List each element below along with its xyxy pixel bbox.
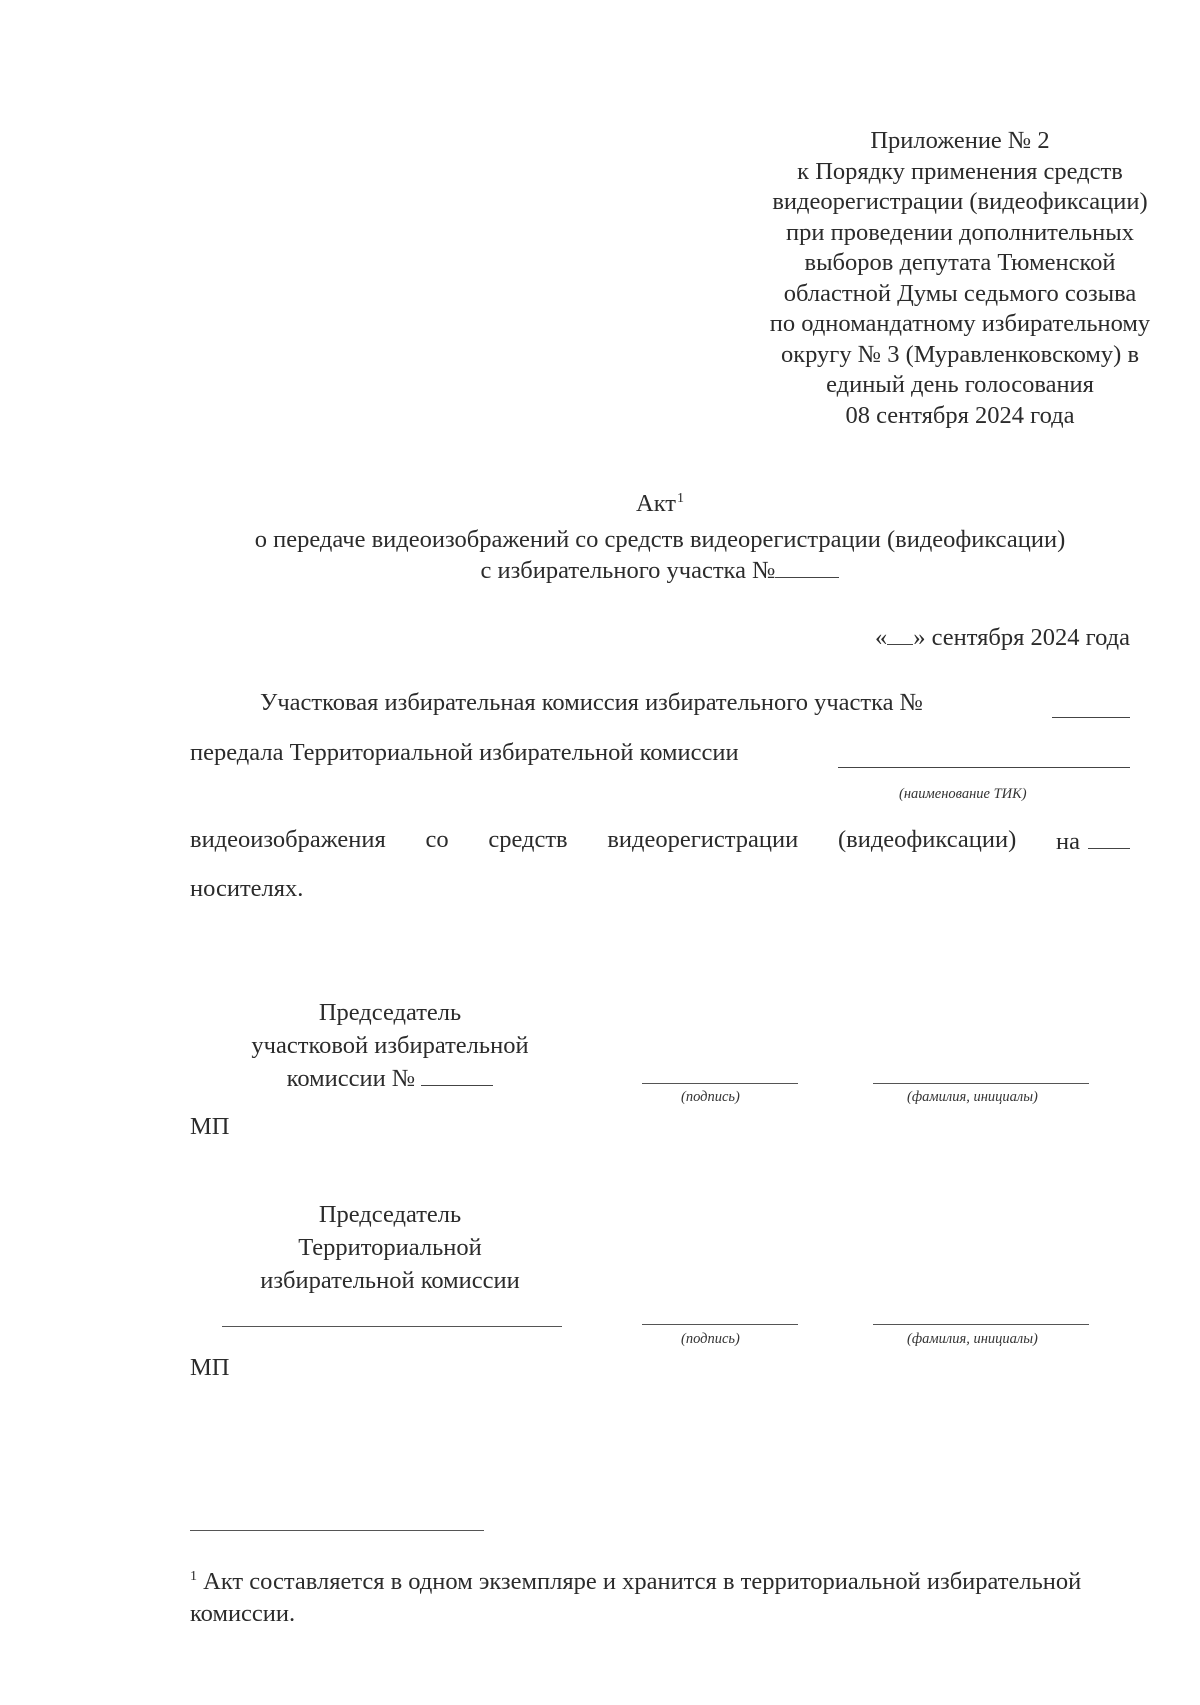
appendix-line: к Порядку применения средств bbox=[797, 157, 1123, 185]
precinct-chair-name-line bbox=[873, 1083, 1089, 1084]
signature-caption: (подпись) bbox=[681, 1331, 740, 1347]
body-line-3 bbox=[190, 826, 1130, 856]
tik-chair-title: Председатель bbox=[318, 1201, 462, 1228]
precinct-chair-signature-line bbox=[642, 1083, 798, 1084]
precinct-chair-title: Председатель bbox=[318, 999, 462, 1026]
act-subtitle-line-2 bbox=[190, 555, 1130, 586]
footnote-text: Акт составляется в одном экземпляре и хранится в территориальной избирательной комиссии. bbox=[190, 1568, 1082, 1627]
body-line-4: носителях. bbox=[190, 875, 304, 902]
precinct-commission-text: Участковая избирательная комиссия избирательного участка № bbox=[260, 689, 924, 716]
appendix-line: единый день голосования bbox=[826, 371, 1094, 398]
act-title bbox=[0, 484, 1200, 519]
precinct-chair-title: комиссии № bbox=[286, 1065, 416, 1092]
signature-caption: (подпись) bbox=[681, 1089, 740, 1105]
tik-chair-block bbox=[190, 1198, 590, 1297]
date-open-quote: « bbox=[875, 624, 888, 651]
day-blank bbox=[887, 622, 913, 645]
appendix-line: 08 сентября 2024 года bbox=[845, 401, 1075, 429]
appendix-line: областной Думы седьмого созыва bbox=[783, 279, 1137, 307]
appendix-line: при проведении дополнительных bbox=[786, 218, 1134, 246]
appendix-line: выборов депутата Тюменской bbox=[804, 249, 1116, 276]
body-word: видеоизображения bbox=[190, 826, 386, 853]
date-line bbox=[875, 622, 1130, 652]
appendix-header bbox=[680, 126, 1200, 431]
appendix-line: видеорегистрации (видеофиксации) bbox=[772, 188, 1148, 215]
appendix-line: округу № 3 (Муравленковскому) в bbox=[780, 340, 1140, 368]
appendix-line: по одномандатному избирательному bbox=[769, 310, 1151, 337]
act-subtitle-text: с избирательного участка № bbox=[480, 557, 776, 584]
precinct-chair-title: участковой избирательной bbox=[251, 1032, 529, 1059]
tik-name-caption: (наименование ТИК) bbox=[899, 786, 1027, 802]
body-word: со bbox=[425, 826, 449, 853]
transferred-text: передала Территориальной избирательной комиссии bbox=[190, 739, 739, 766]
tik-chair-name-line bbox=[873, 1324, 1089, 1325]
stamp-place-2: МП bbox=[190, 1354, 230, 1381]
date-text: » сентября 2024 года bbox=[913, 624, 1130, 651]
precinct-chair-block bbox=[190, 996, 590, 1095]
appendix-line: Приложение № 2 bbox=[870, 127, 1050, 154]
body-line-1 bbox=[190, 689, 1130, 717]
body-word: (видеофиксации) bbox=[838, 826, 1017, 853]
footnote-mark: 1 bbox=[190, 1569, 197, 1584]
body-word: на bbox=[1055, 828, 1080, 855]
tik-chair-title: Территориальной bbox=[298, 1234, 482, 1261]
footnote-separator bbox=[190, 1530, 484, 1531]
tik-name-blank bbox=[838, 745, 1130, 768]
body-word-with-blank bbox=[1056, 826, 1130, 856]
act-title-text: Акт bbox=[636, 490, 676, 517]
precinct-chair-title-line3 bbox=[190, 1062, 590, 1095]
body-word: видеорегистрации bbox=[607, 826, 799, 853]
tik-chair-title: избирательной комиссии bbox=[260, 1267, 520, 1294]
tik-name-line bbox=[222, 1326, 562, 1327]
precinct-number-blank bbox=[775, 555, 839, 578]
footnote bbox=[190, 1561, 1090, 1630]
body-line-2 bbox=[190, 739, 1130, 767]
footnote-reference: 1 bbox=[676, 491, 684, 506]
stamp-place-1: МП bbox=[190, 1113, 230, 1140]
precinct-commission-blank bbox=[1052, 695, 1130, 718]
act-subtitle-line: о передаче видеоизображений со средств видеорегистрации (видеофиксации) bbox=[254, 526, 1066, 553]
media-count-blank bbox=[1088, 826, 1130, 849]
commission-number-blank bbox=[421, 1063, 493, 1086]
name-caption: (фамилия, инициалы) bbox=[907, 1089, 1038, 1105]
act-subtitle bbox=[190, 524, 1130, 586]
tik-chair-signature-line bbox=[642, 1324, 798, 1325]
name-caption: (фамилия, инициалы) bbox=[907, 1331, 1038, 1347]
body-word: средств bbox=[488, 826, 568, 853]
